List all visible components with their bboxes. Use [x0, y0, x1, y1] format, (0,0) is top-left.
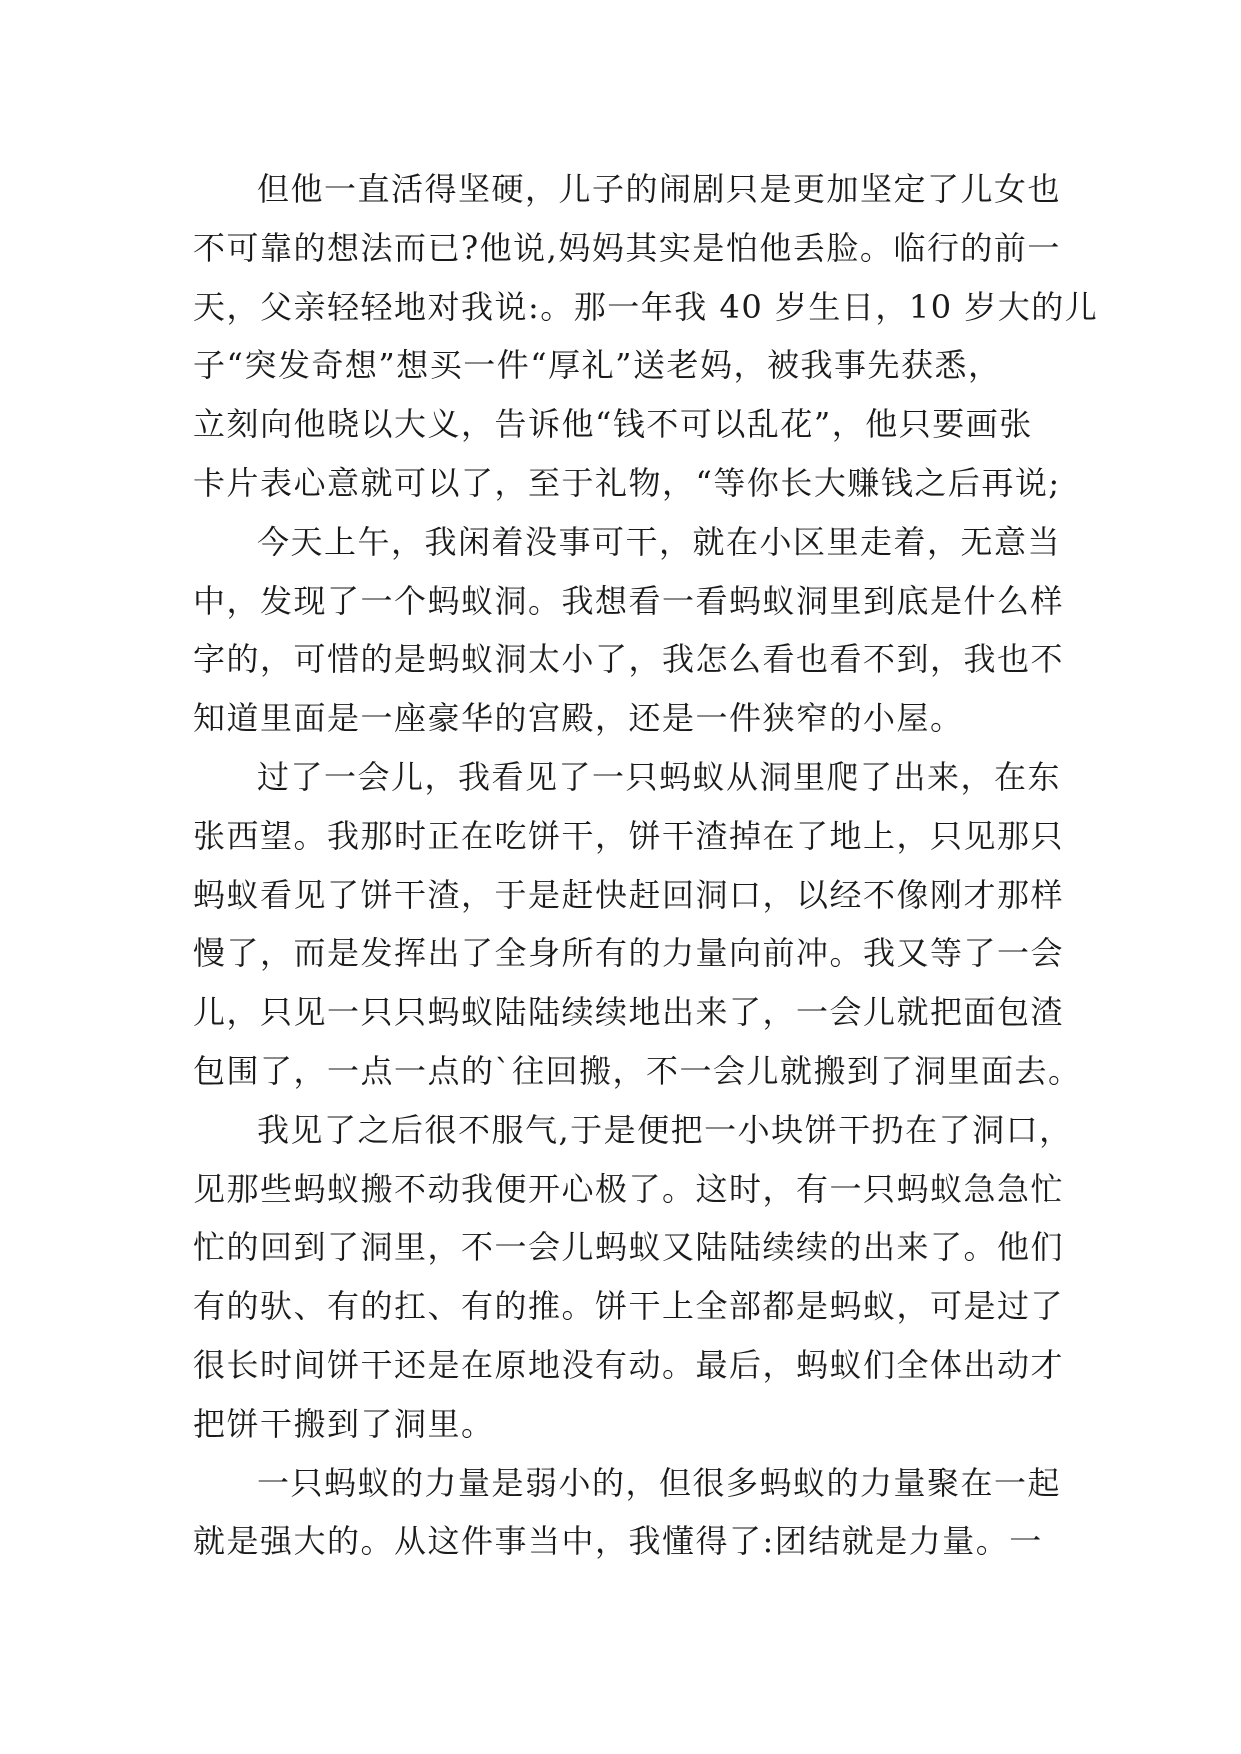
text-line: 儿，只见一只只蚂蚁陆陆续续地出来了，一会儿就把面包渣	[193, 993, 1065, 1032]
text-line: 把饼干搬到了洞里。	[193, 1404, 495, 1443]
text-line: 知道里面是一座豪华的宫殿，还是一件狭窄的小屋。	[193, 699, 964, 738]
text-line: 见那些蚂蚁搬不动我便开心极了。这时，有一只蚂蚁急急忙	[193, 1169, 1065, 1208]
text-line: 过了一会儿，我看见了一只蚂蚁从洞里爬了出来，在东	[257, 757, 1062, 796]
text-line: 包围了，一点一点的`往回搬，不一会儿就搬到了洞里面去。	[193, 1051, 1082, 1090]
text-line: 不可靠的想法而已?他说,妈妈其实是怕他丢脸。临行的前一	[193, 228, 1061, 267]
text-line: 子“突发奇想”想买一件“厚礼”送老妈，被我事先获悉，	[193, 346, 1002, 385]
document-body	[193, 160, 1099, 1571]
text-line: 立刻向他晓以大义，告诉他“钱不可以乱花”，他只要画张	[193, 405, 1033, 444]
text-line: 有的驮、有的扛、有的推。饼干上全部都是蚂蚁，可是过了	[193, 1287, 1065, 1326]
text-line: 就是强大的。从这件事当中，我懂得了:团结就是力量。一	[193, 1522, 1043, 1561]
text-line: 天，父亲轻轻地对我说:。那一年我 40 岁生日，10 岁大的儿	[193, 287, 1099, 326]
text-line: 但他一直活得坚硬，儿子的闹剧只是更加坚定了儿女也	[257, 170, 1062, 208]
text-line: 张西望。我那时正在吃饼干，饼干渣掉在了地上，只见那只	[193, 816, 1065, 855]
text-line: 慢了，而是发挥出了全身所有的力量向前冲。我又等了一会	[193, 934, 1065, 973]
text-line: 卡片表心意就可以了，至于礼物，“等你长大赚钱之后再说;	[193, 463, 1061, 502]
text-line: 很长时间饼干还是在原地没有动。最后，蚂蚁们全体出动才	[193, 1345, 1065, 1384]
text-line: 忙的回到了洞里，不一会儿蚂蚁又陆陆续续的出来了。他们	[193, 1228, 1065, 1267]
text-line: 蚂蚁看见了饼干渣，于是赶快赶回洞口，以经不像刚才那样	[193, 875, 1065, 914]
text-line: 中，发现了一个蚂蚁洞。我想看一看蚂蚁洞里到底是什么样	[193, 581, 1065, 620]
text-line: 今天上午，我闲着没事可干，就在小区里走着，无意当	[257, 522, 1062, 561]
text-line: 字的，可惜的是蚂蚁洞太小了，我怎么看也看不到，我也不	[193, 640, 1065, 679]
text-line: 一只蚂蚁的力量是弱小的，但很多蚂蚁的力量聚在一起	[257, 1463, 1062, 1502]
text-line: 我见了之后很不服气,于是便把一小块饼干扔在了洞口，	[257, 1110, 1073, 1149]
